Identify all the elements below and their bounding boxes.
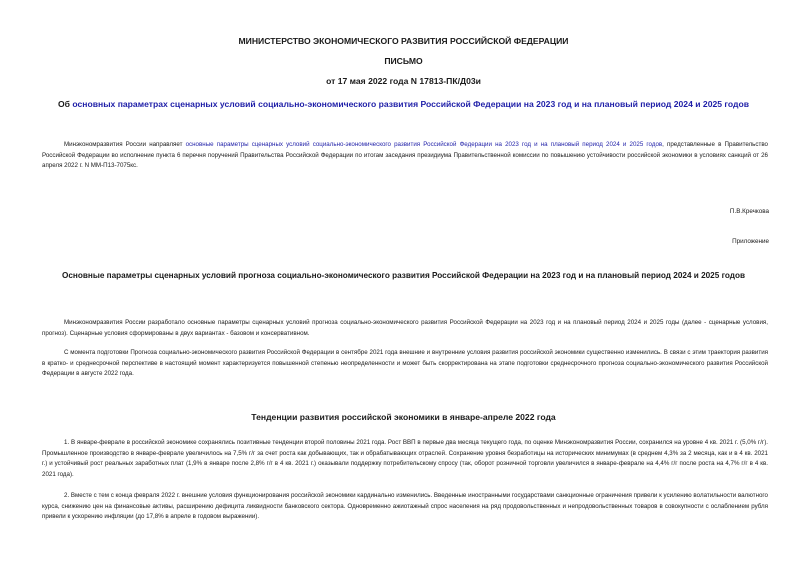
paragraph-conditions: С момента подготовки Прогноза социально-экономического развития Российской Федерации в сентябре 2021 года внешние и внутренние условия развития российской экономики существенно изменились. В связи с этим траектория развития в кратко- и среднесрочной перспективе в настоящий момент характеризуется повышенной степенью неопределенности и может быть скорректирована на этапе подготовки среднесрочного прогноза социально-экономического развития Российской Федерации в августе 2022 года.: [42, 349, 768, 378]
item-1: 1. В январе-феврале в российской экономике сохранялись позитивные тенденции второй половины 2021 года. Рост ВВП в первые два месяца текущего года, по оценке Минэкономразвития России, сохранился на уровне 4 кв. 2021 г. (5,0% г/г). Промышленное производство в январе-феврале увеличилось на 7,5% г/г за счет роста как добывающих, так и обрабатывающих отраслей. Сохранение уровня безработицы на исторических минимумах (в среднем 4,3% за 2 месяца, как и в 4 кв. 2021 г.) и устойчивый рост реальных заработных плат (1,9% в январе после 2,8% г/г в 4 кв. 2021 г.) оказывали поддержку потребительскому спросу (так, оборот розничной торговли увеличился в январе-феврале на 4,4% г/г после роста на 4,7% г/г в 4 кв. 2021 года).: [42, 439, 768, 478]
doc-type: ПИСЬМО: [384, 56, 423, 66]
appendix-title: Основные параметры сценарных условий прогноза социально-экономического развития Российской Федерации на 2023 год и на плановый период 2024 и 2025 годов: [62, 271, 745, 280]
intro-lead: Минэкономразвития России направляет: [64, 141, 186, 148]
subject-link[interactable]: основных параметрах сценарных условий социально-экономического развития Российской Федерации на 2023 год и на плановый период 2024 и 2025 годов: [72, 99, 750, 109]
appendix-label: Приложение: [732, 238, 769, 245]
subject-prefix: Об: [57, 99, 73, 109]
intro-link[interactable]: основные параметры сценарных условий социально-экономического развития Российской Федерации на 2023 год и на плановый период 2024 и 2025 годов: [185, 141, 663, 148]
item-2: 2. Вместе с тем с конца февраля 2022 г. внешние условия функционирования российской экономики кардинально изменились. Введенные иностранными государствами санкционные ограничения привели к усилению волатильности валютного курса, снижению цен на финансовые активы, расширению дефицита ликвидности банковского сектора. Одновременно ажиотажный спрос населения на ряд продовольственных и непродовольственных товаров в совокупности с ослаблением рубля привели к ускорению инфляции (до 17,8% в апреле в годовом выражении).: [42, 492, 768, 521]
intro-rest: , представленные в Правительство Российской Федерации во исполнение пункта 6 перечня поручений Правительства Российской Федерации по итогам заседания президиума Правительственной комиссии по повышению устойчивости российской экономики в условиях санкций от 26 апреля 2022 г. N ММ-П13-7075кс.: [42, 141, 768, 170]
ministry-heading: МИНИСТЕРСТВО ЭКОНОМИЧЕСКОГО РАЗВИТИЯ РОССИЙСКОЙ ФЕДЕРАЦИИ: [238, 36, 569, 46]
intro-paragraph: [42, 140, 768, 172]
date-number: от 17 мая 2022 года N 17813-ПК/Д03и: [326, 76, 481, 86]
section-title: Тенденции развития российской экономики в январе-апреле 2022 года: [251, 412, 556, 422]
subject-line: [0, 99, 807, 109]
paragraph-scenarios: Минэкономразвития России разработало основные параметры сценарных условий прогноза социально-экономического развития Российской Федерации на 2023 год и на плановый период 2024 и 2025 годы (далее - сценарные условия, прогноз). Сценарные условия сформированы в двух вариантах - базовом и консервативном.: [42, 319, 768, 337]
signature: П.В.Кречкова: [729, 208, 769, 215]
